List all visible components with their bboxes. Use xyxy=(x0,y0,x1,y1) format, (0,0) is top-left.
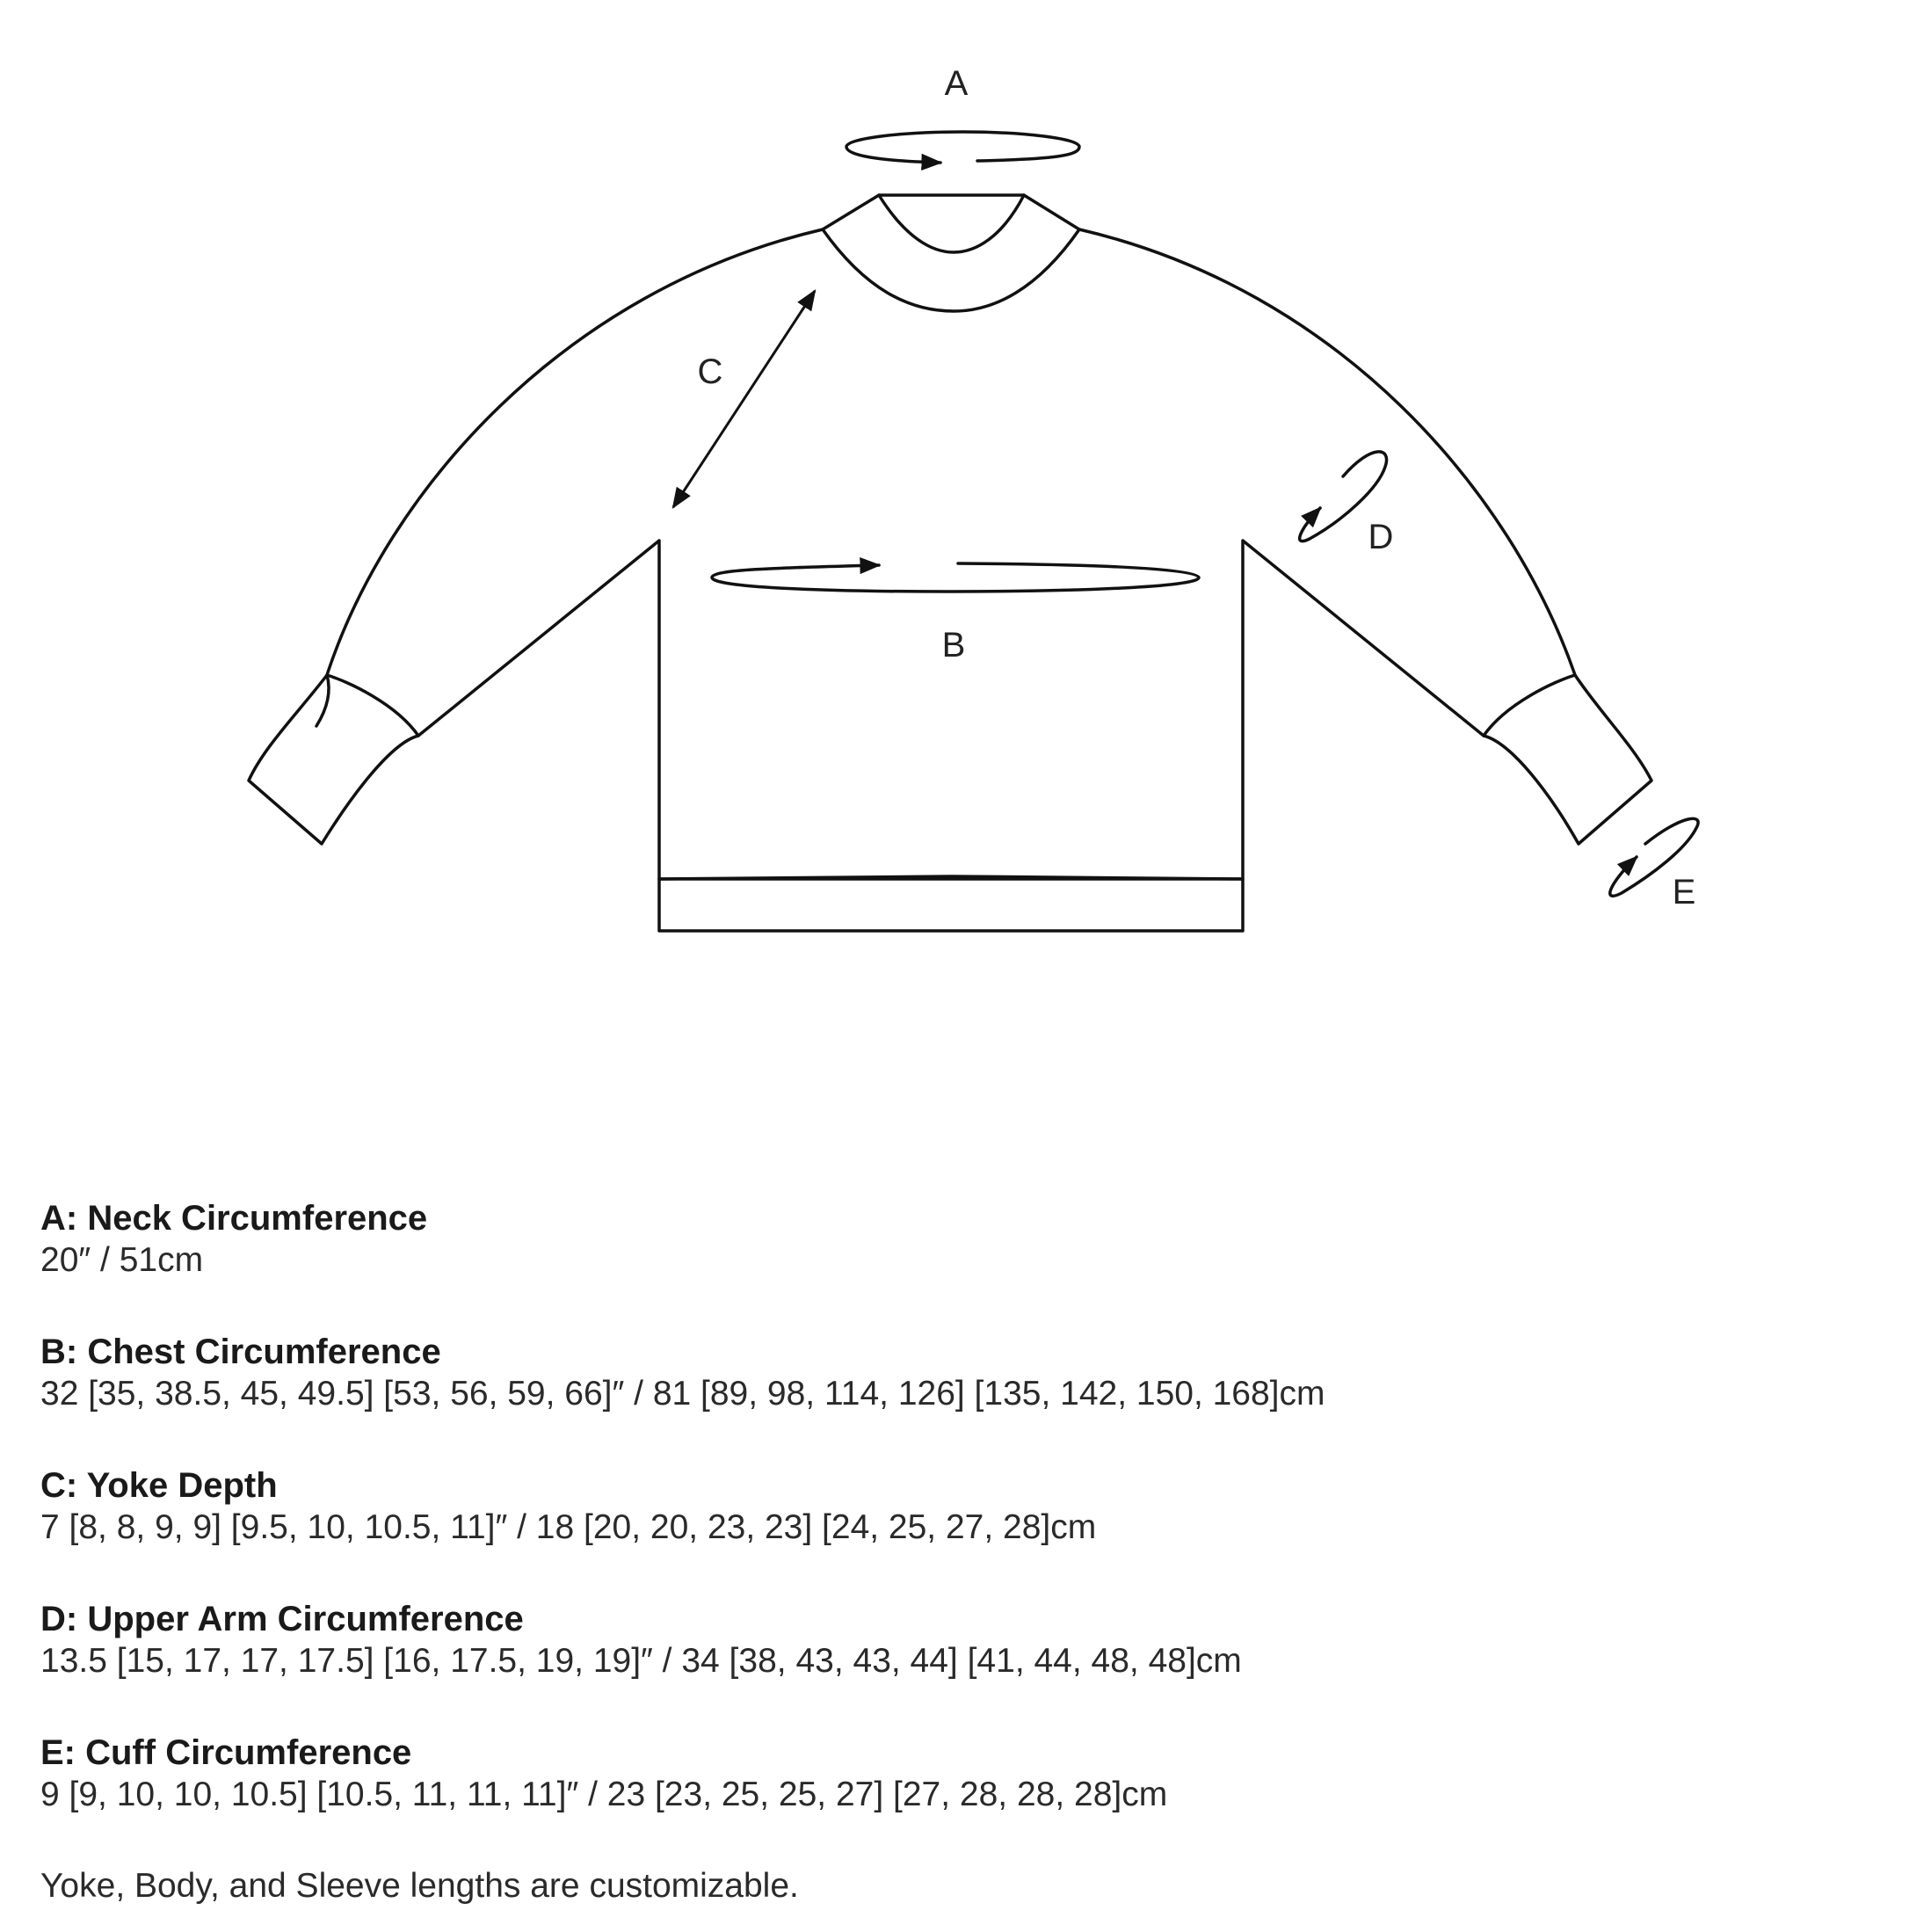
measurements-list xyxy=(40,1197,1869,1907)
measurement-c xyxy=(40,1464,1869,1549)
label-e: E xyxy=(1672,873,1696,912)
label-d: D xyxy=(1368,518,1394,556)
measure-b-indicator xyxy=(712,563,1199,592)
customization-note: Yoke, Body, and Sleeve lengths are customizable. xyxy=(40,1867,799,1905)
label-c: C xyxy=(697,352,723,391)
measurement-title: B: Chest Circumference xyxy=(40,1333,441,1371)
neckband-inner xyxy=(879,195,1024,252)
hem-band xyxy=(659,876,1243,931)
label-a: A xyxy=(944,64,969,103)
measurement-value: 32 [35, 38.5, 45, 49.5] [53, 56, 59, 66]″ / 81 [89, 98, 114, 126] [135, 142, 150, 168]cm xyxy=(40,1375,1325,1413)
measurement-title: C: Yoke Depth xyxy=(40,1466,278,1505)
measurement-value: 7 [8, 8, 9, 9] [9.5, 10, 10.5, 11]″ / 18 [20, 20, 23, 23] [24, 25, 27, 28]cm xyxy=(40,1508,1097,1546)
measurement-value: 13.5 [15, 17, 17, 17.5] [16, 17.5, 19, 19]″ / 34 [38, 43, 43, 44] [41, 44, 48, 48]cm xyxy=(40,1642,1242,1680)
sweater-outline xyxy=(249,229,1651,879)
measure-a-indicator xyxy=(846,132,1079,163)
measurement-a xyxy=(40,1197,1869,1282)
right-cuff-seam xyxy=(1484,675,1575,736)
measurement-d xyxy=(40,1598,1869,1682)
label-b: B xyxy=(941,626,966,665)
measurement-value: 20″ / 51cm xyxy=(40,1241,204,1279)
measurement-title: A: Neck Circumference xyxy=(40,1199,428,1238)
measurement-title: E: Cuff Circumference xyxy=(40,1733,412,1772)
measurement-b xyxy=(40,1331,1869,1415)
measurement-title: D: Upper Arm Circumference xyxy=(40,1600,524,1638)
measurement-e xyxy=(40,1732,1869,1816)
measure-c-indicator xyxy=(673,291,815,507)
left-cuff-seam xyxy=(327,675,418,736)
measurement-value: 9 [9, 10, 10, 10.5] [10.5, 11, 11, 11]″ / 23 [23, 25, 25, 27] [27, 28, 28, 28]cm xyxy=(40,1776,1168,1813)
